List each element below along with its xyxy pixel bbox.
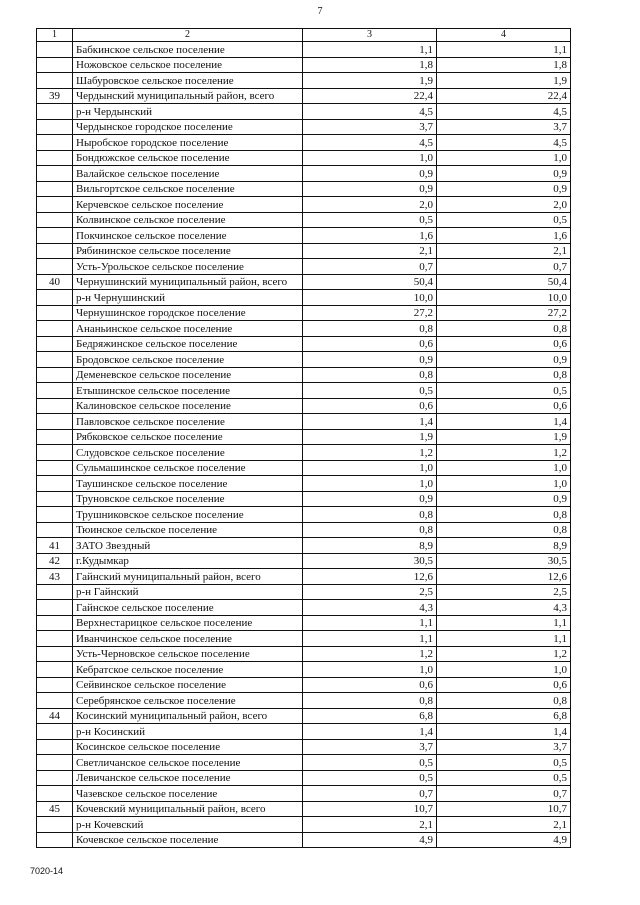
row-value-col4: 4,9 [437,832,571,848]
row-name: Слудовское сельское поселение [73,445,303,461]
row-value-col4: 12,6 [437,569,571,585]
row-name: Чердынское городское поселение [73,119,303,135]
table-row [37,228,571,244]
row-value-col4: 1,2 [437,646,571,662]
row-number [37,786,73,802]
row-name: Рябининское сельское поселение [73,243,303,259]
row-number: 43 [37,569,73,585]
row-number [37,693,73,709]
row-name: Бедряжинское сельское поселение [73,336,303,352]
row-name: Сульмашинское сельское поселение [73,460,303,476]
row-value-col3: 8,9 [303,538,437,554]
table-row [37,212,571,228]
row-number [37,739,73,755]
row-value-col4: 0,9 [437,352,571,368]
table-row [37,42,571,58]
row-number: 42 [37,553,73,569]
row-number [37,631,73,647]
row-value-col3: 0,6 [303,336,437,352]
row-value-col4: 6,8 [437,708,571,724]
row-value-col4: 1,1 [437,631,571,647]
row-number [37,522,73,538]
row-value-col3: 1,4 [303,414,437,430]
row-name: Калиновское сельское поселение [73,398,303,414]
table-row [37,88,571,104]
row-number [37,646,73,662]
row-number [37,57,73,73]
row-value-col3: 0,5 [303,383,437,399]
row-name: Бабкинское сельское поселение [73,42,303,58]
row-name: р-н Кочевский [73,817,303,833]
row-name: Ножовское сельское поселение [73,57,303,73]
table-row [37,755,571,771]
row-value-col4: 0,8 [437,693,571,709]
table-row [37,367,571,383]
table-row [37,832,571,848]
row-name: Трушниковское сельское поселение [73,507,303,523]
row-number [37,414,73,430]
row-value-col4: 0,5 [437,383,571,399]
table-row [37,166,571,182]
row-value-col3: 0,7 [303,259,437,275]
row-value-col4: 8,9 [437,538,571,554]
row-value-col3: 1,1 [303,631,437,647]
row-number: 44 [37,708,73,724]
row-value-col4: 0,9 [437,181,571,197]
row-value-col4: 22,4 [437,88,571,104]
table-header-row [37,29,571,42]
table-row [37,600,571,616]
table-row [37,786,571,802]
row-value-col4: 3,7 [437,739,571,755]
row-value-col3: 1,6 [303,228,437,244]
footer-code: 7020-14 [30,866,64,876]
row-value-col4: 10,0 [437,290,571,306]
table-row [37,615,571,631]
row-value-col4: 0,8 [437,507,571,523]
row-value-col3: 1,0 [303,662,437,678]
row-name: ЗАТО Звездный [73,538,303,554]
row-value-col3: 2,1 [303,243,437,259]
row-value-col4: 3,7 [437,119,571,135]
row-value-col3: 0,9 [303,181,437,197]
row-value-col4: 1,4 [437,724,571,740]
row-value-col3: 12,6 [303,569,437,585]
row-name: Косинское сельское поселение [73,739,303,755]
table-row [37,274,571,290]
row-name: Чазевское сельское поселение [73,786,303,802]
table-row [37,73,571,89]
row-number [37,42,73,58]
row-value-col3: 1,9 [303,73,437,89]
row-name: Труновское сельское поселение [73,491,303,507]
row-value-col3: 0,8 [303,693,437,709]
row-number [37,150,73,166]
row-number [37,228,73,244]
row-value-col4: 0,8 [437,522,571,538]
table-row [37,352,571,368]
table-row [37,321,571,337]
row-name: Усть-Урольское сельское поселение [73,259,303,275]
table-row [37,739,571,755]
row-number [37,259,73,275]
row-name: Чердынский муниципальный район, всего [73,88,303,104]
row-value-col4: 0,6 [437,336,571,352]
row-value-col4: 0,5 [437,212,571,228]
row-name: Гайнский муниципальный район, всего [73,569,303,585]
row-value-col4: 2,1 [437,243,571,259]
row-value-col4: 4,5 [437,135,571,151]
row-value-col3: 1,9 [303,429,437,445]
row-value-col3: 1,2 [303,646,437,662]
table-row [37,770,571,786]
row-number [37,181,73,197]
row-value-col4: 1,0 [437,476,571,492]
row-number [37,770,73,786]
page-number: 7 [317,6,323,17]
row-value-col3: 2,1 [303,817,437,833]
row-value-col3: 1,8 [303,57,437,73]
row-value-col3: 4,5 [303,135,437,151]
row-value-col4: 1,0 [437,460,571,476]
row-number [37,336,73,352]
table-row [37,801,571,817]
row-name: Деменевское сельское поселение [73,367,303,383]
column-header: 4 [437,29,571,42]
row-value-col4: 1,0 [437,662,571,678]
row-value-col4: 1,9 [437,73,571,89]
row-name: Чернушинский муниципальный район, всего [73,274,303,290]
table-row [37,383,571,399]
row-value-col3: 0,8 [303,522,437,538]
row-name: Усть-Черновское сельское поселение [73,646,303,662]
row-name: Гайнское сельское поселение [73,600,303,616]
table-row [37,677,571,693]
row-value-col3: 1,0 [303,460,437,476]
row-value-col3: 0,8 [303,367,437,383]
table-row [37,507,571,523]
row-value-col3: 1,4 [303,724,437,740]
row-name: Кебратское сельское поселение [73,662,303,678]
row-value-col4: 0,8 [437,321,571,337]
row-number [37,677,73,693]
row-value-col3: 0,7 [303,786,437,802]
table-row [37,445,571,461]
row-number [37,135,73,151]
row-value-col4: 0,6 [437,398,571,414]
row-value-col3: 0,9 [303,352,437,368]
row-name: Иванчинское сельское поселение [73,631,303,647]
row-number: 40 [37,274,73,290]
row-number [37,197,73,213]
table-row [37,243,571,259]
row-value-col4: 1,8 [437,57,571,73]
row-name: Таушинское сельское поселение [73,476,303,492]
row-number: 45 [37,801,73,817]
row-value-col3: 0,5 [303,212,437,228]
row-number [37,305,73,321]
row-number [37,73,73,89]
row-value-col3: 10,0 [303,290,437,306]
row-value-col3: 1,2 [303,445,437,461]
row-name: Чернушинское городское поселение [73,305,303,321]
row-value-col4: 0,7 [437,259,571,275]
table-row [37,290,571,306]
row-value-col4: 50,4 [437,274,571,290]
table-row [37,398,571,414]
row-number [37,290,73,306]
row-value-col3: 3,7 [303,119,437,135]
row-value-col3: 6,8 [303,708,437,724]
row-name: р-н Чердынский [73,104,303,120]
row-value-col4: 2,0 [437,197,571,213]
table-row [37,259,571,275]
row-value-col4: 0,9 [437,166,571,182]
row-name: Тюинское сельское поселение [73,522,303,538]
row-name: Покчинское сельское поселение [73,228,303,244]
table-row [37,693,571,709]
row-value-col4: 0,7 [437,786,571,802]
table-row [37,569,571,585]
row-number [37,119,73,135]
row-name: Кочевское сельское поселение [73,832,303,848]
table-row [37,104,571,120]
row-number [37,755,73,771]
row-number [37,212,73,228]
row-value-col4: 0,6 [437,677,571,693]
row-name: г.Кудымкар [73,553,303,569]
row-number [37,352,73,368]
table-row [37,522,571,538]
row-value-col4: 0,8 [437,367,571,383]
row-number: 39 [37,88,73,104]
row-name: Колвинское сельское поселение [73,212,303,228]
row-value-col3: 4,3 [303,600,437,616]
row-number [37,398,73,414]
row-number [37,460,73,476]
row-number [37,724,73,740]
row-number [37,243,73,259]
row-value-col3: 10,7 [303,801,437,817]
table-row [37,553,571,569]
row-value-col3: 4,5 [303,104,437,120]
row-value-col3: 4,9 [303,832,437,848]
table-row [37,305,571,321]
table-row [37,491,571,507]
row-name: Бондюжское сельское поселение [73,150,303,166]
row-name: р-н Гайнский [73,584,303,600]
row-value-col3: 0,5 [303,755,437,771]
row-number [37,166,73,182]
row-value-col3: 0,9 [303,166,437,182]
row-name: Павловское сельское поселение [73,414,303,430]
row-value-col4: 4,5 [437,104,571,120]
table-row [37,646,571,662]
row-value-col3: 1,0 [303,476,437,492]
row-name: Вильгортское сельское поселение [73,181,303,197]
row-value-col4: 1,4 [437,414,571,430]
row-value-col4: 1,6 [437,228,571,244]
row-name: Ананьинское сельское поселение [73,321,303,337]
table-row [37,336,571,352]
row-value-col3: 3,7 [303,739,437,755]
row-value-col4: 1,9 [437,429,571,445]
row-value-col4: 2,1 [437,817,571,833]
row-value-col3: 2,5 [303,584,437,600]
table-row [37,538,571,554]
row-value-col4: 27,2 [437,305,571,321]
table-row [37,708,571,724]
row-number [37,104,73,120]
row-value-col4: 0,5 [437,755,571,771]
row-number [37,445,73,461]
row-name: Бродовское сельское поселение [73,352,303,368]
row-number [37,491,73,507]
row-value-col3: 1,1 [303,42,437,58]
row-name: Етышинское сельское поселение [73,383,303,399]
row-number [37,476,73,492]
table-row [37,817,571,833]
row-value-col4: 30,5 [437,553,571,569]
row-value-col3: 27,2 [303,305,437,321]
row-name: Кочевский муниципальный район, всего [73,801,303,817]
table-row [37,150,571,166]
row-name: Серебрянское сельское поселение [73,693,303,709]
row-value-col3: 2,0 [303,197,437,213]
table-row [37,724,571,740]
row-name: Сейвинское сельское поселение [73,677,303,693]
row-name: Шабуровское сельское поселение [73,73,303,89]
column-header: 2 [73,29,303,42]
row-name: Светличанское сельское поселение [73,755,303,771]
row-value-col4: 10,7 [437,801,571,817]
row-number [37,615,73,631]
row-value-col4: 4,3 [437,600,571,616]
row-value-col4: 1,1 [437,42,571,58]
row-name: Верхнестарицкое сельское поселение [73,615,303,631]
row-name: Валайское сельское поселение [73,166,303,182]
table-row [37,662,571,678]
row-value-col3: 0,6 [303,677,437,693]
row-value-col3: 0,8 [303,321,437,337]
column-header: 3 [303,29,437,42]
table-row [37,584,571,600]
row-value-col4: 0,9 [437,491,571,507]
table-row [37,181,571,197]
table-row [37,414,571,430]
row-value-col3: 1,0 [303,150,437,166]
row-value-col3: 0,5 [303,770,437,786]
row-number [37,321,73,337]
row-number: 41 [37,538,73,554]
row-value-col3: 50,4 [303,274,437,290]
row-number [37,600,73,616]
row-number [37,584,73,600]
column-header: 1 [37,29,73,42]
table-row [37,119,571,135]
row-value-col4: 0,5 [437,770,571,786]
row-number [37,367,73,383]
row-name: Рябковское сельское поселение [73,429,303,445]
row-value-col4: 1,1 [437,615,571,631]
table-row [37,135,571,151]
row-number [37,817,73,833]
row-value-col3: 22,4 [303,88,437,104]
row-number [37,429,73,445]
row-number [37,662,73,678]
row-value-col4: 2,5 [437,584,571,600]
row-number [37,507,73,523]
row-value-col4: 1,0 [437,150,571,166]
row-name: Керчевское сельское поселение [73,197,303,213]
row-name: Косинский муниципальный район, всего [73,708,303,724]
data-table [36,28,571,848]
row-value-col3: 0,6 [303,398,437,414]
row-name: Ныробское городское поселение [73,135,303,151]
row-name: р-н Чернушинский [73,290,303,306]
table-row [37,57,571,73]
row-value-col3: 0,8 [303,507,437,523]
row-name: Левичанское сельское поселение [73,770,303,786]
row-value-col4: 1,2 [437,445,571,461]
table-row [37,631,571,647]
row-value-col3: 1,1 [303,615,437,631]
row-value-col3: 0,9 [303,491,437,507]
row-value-col3: 30,5 [303,553,437,569]
table-row [37,197,571,213]
table-row [37,429,571,445]
table-row [37,476,571,492]
table-row [37,460,571,476]
row-number [37,832,73,848]
row-name: р-н Косинский [73,724,303,740]
row-number [37,383,73,399]
